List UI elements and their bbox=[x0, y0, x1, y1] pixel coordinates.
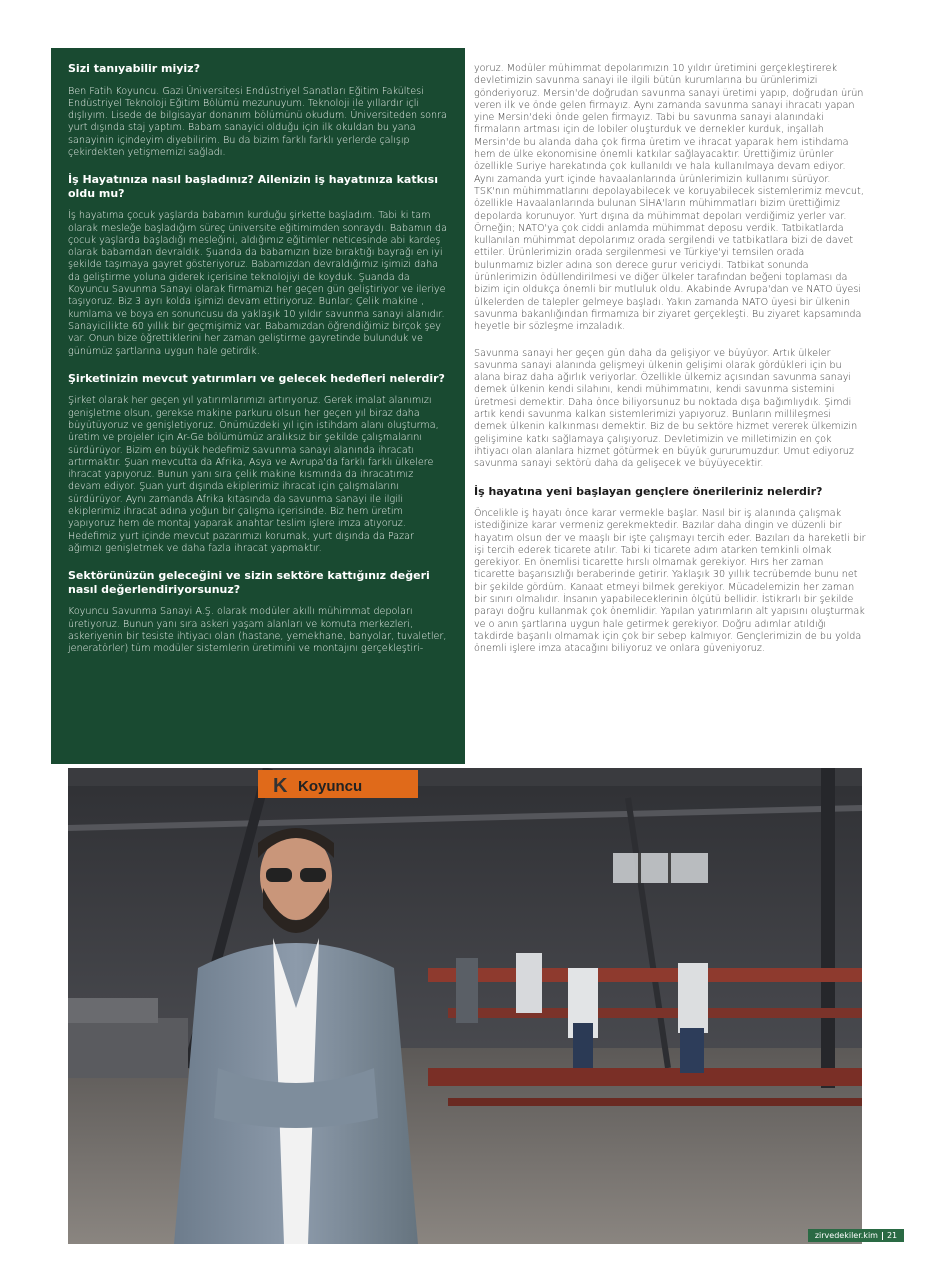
footer-site: zirvedekiler.kim bbox=[814, 1231, 878, 1240]
question-heading: İş Hayatınıza nasıl başladınız? Ailenizin iş hayatınıza katkısı oldu mu? bbox=[68, 173, 438, 200]
question-heading: Sizi tanıyabilir miyiz? bbox=[68, 62, 200, 75]
factory-portrait-photo bbox=[68, 768, 862, 1244]
question-heading: İş hayatına yeni başlayan gençlere önerileriniz nelerdir? bbox=[474, 484, 823, 498]
interview-green-box bbox=[51, 48, 465, 764]
question-heading: Şirketinizin mevcut yatırımları ve gelecek hedefleri nelerdir? bbox=[68, 371, 445, 385]
interview-right-column bbox=[474, 63, 866, 670]
crane-logo-mark: K bbox=[273, 775, 288, 797]
page-footer bbox=[808, 1229, 904, 1242]
answer-paragraph: Ben Fatih Koyuncu. Gazi Üniversitesi Endüstriyel Sanatları Eğitim Fakültesi Endüstriyel Teknoloji Eğitim Bölümü mezunuyum. Teknoloji ile yıllardır içli dışlıyım. Lisede de bilgisayar donanım bölümünü okudum. Üniversiteden sonra yurt dışında staj yaptım. Babam sanayici olduğu için ilk okuldan bu yana sanayinin içindeyim diyebilirim. Bu da bizim farklı farklı yerlerde çalışıp çekirdekten yetişmemizi sağladı. bbox=[68, 85, 447, 158]
footer-divider bbox=[882, 1232, 883, 1240]
answer-paragraph: Öncelikle iş hayatı önce karar vermekle başlar. Nasıl bir iş alanında çalışmak istediğinize karar vermeniz gerekmektedir. Bazılar daha dingin ve düzenli bir hayatım olsun der ve maaşlı bir işte çalışmayı tercih eder. Bazıları da hareketli bir işi tercih ederek ticarete atılır. Tabi ki ticarete adım atarken temkinli olmak gerekiyor. En önemlisi ticarette hırslı olmamak gerekiyor. Hırs her zaman ticarette başarısızlığı beraberinde getirir. Yaklaşık 30 yıllık tecrübemde bunu net bir şekilde gördüm. Kanaat etmeyi bilmek gerekiyor. Mücadelemizin her zaman bir sınırı olmalıdır. İnsanın yapabileceklerinin ölçütü bellidir. İstikrarlı bir şekilde parayı doğru kullanmak çok önemlidir. Yapılan yatırımların alt yapısını oluşturmak ve o anın şartlarına uygun hale getirmek gerekiyor. Doğru adımlar atıldığı takdirde başarılı olmamak için çok bir sebep kalmıyor. Gençlerimizin de bu yolda önemli işlere imza atacağını biliyoruz ve onlara güveniyoruz. bbox=[474, 508, 866, 655]
crane-sign-text: Koyuncu bbox=[298, 778, 363, 795]
page-number: 21 bbox=[886, 1231, 898, 1240]
answer-paragraph: yoruz. Modüler mühimmat depolarımızın 10 yıldır üretimini gerçekleştirerek devletimizin savunma sanayi ile ilgili bütün kurumlarına bu ürünlerimizi gönderiyoruz. Mersin'de doğrudan savunma sanayi üretimi yapıp, doğrudan ürün veren ilk ve önde gelen firmayız. Aynı zamanda savunma sanayi ihracatı yapan yine Mersin'deki önde gelen firmayız. Tabi bu savunma sanayi alanındaki firmaların artması için de lobiler oluşturduk ve dernekler kurduk, inşallah Mersin'de bu alanda daha çok firma üretim ve ihracat yaparak hem istihdama hem de ülke ekonomisine önemli katkılar sağlayacaktır. Ürettiğimiz ürünler özellikle Suriye harekatında çok kullanıldı ve hala kullanılmaya devam ediyor. Aynı zamanda yurt içinde havaalanlarında ürünlerimizin kullanımı sürüyor. TSK'nın mühimmatlarını depolayabilecek ve koruyabilecek sistemlerimiz mevcut, özellikle Havaalanlarında bulunan SİHA'ların mühimmatları bizim ürettiğimiz depolarda korunuyor. Yurt dışına da mühimmat depoları verdiğimiz yerler var. Örneğin; NATO'ya çok ciddi anlamda mühimmat deposu verdik. Tatbikatlarda kullanılan mühimmat depolarımız orada sergilendi ve tatbikatlara bizi de davet ettiler. Ürünlerimizin orada sergilenmesi ve Türkiye'yi temsilen orada bulunmamız bizler adına son derece gurur vericiydi. Tatbikat sonunda ürünlerimizin ödüllendirilmesi ve diğer ülkeler tarafından beğeni toplaması da bizim için oldukça önemli bir mutluluk oldu. Akabinde Avrupa'dan ve NATO üyesi ülkelerden de talepler gelmeye başladı. Yakın zamanda NATO üyesi bir ülkenin savunma bakanlığından firmamıza bir ziyaret gerçekleşti. Bu ziyaret kapsamında heyetle bir sözleşme imzaladık. bbox=[474, 63, 864, 333]
question-heading: Sektörünüzün geleceğini ve sizin sektöre kattığınız değeri nasıl değerlendiriyorsunuz? bbox=[68, 569, 430, 596]
answer-paragraph: Koyuncu Savunma Sanayi A.Ş. olarak modüler akıllı mühimmat depoları üretiyoruz. Bunun yanı sıra askeri yaşam alanları ve komuta merkezleri, askeriyenin bir tesiste ihtiyacı olan (hastane, yemekhane, banyolar, tuvaletler, jeneratörler) tüm modüler sistemlerin üretimini ve montajını gerçekleştiri- bbox=[68, 606, 447, 655]
answer-paragraph: İş hayatıma çocuk yaşlarda babamın kurduğu şirkette başladım. Tabi ki tam olarak mesleğe başladığım süreç üniversite eğitimimden sonraydı. Babamın da çocuk yaşlarda başladığı mesleğini, aldığımız eğitimler neticesinde abi kardeş olarak babamdan devraldık. Şuanda da babamızın bize bıraktığı bayrağı en iyi şekilde taşımaya gayret gösteriyoruz. Babamızdan devraldığımız işimizi daha da geliştirme yoluna giderek içerisine teknolojiyi de koyduk. Şuanda da Koyuncu Savunma Sanayi olarak firmamızı her geçen gün geliştiriyor ve ileriye taşıyoruz. Biz 3 ayrı kolda işimizi devam ettiriyoruz. Bunlar; Çelik makine , kumlama ve boya en sonuncusu da yaklaşık 10 yıldır savunma sanayi alanıdır. Sanayicilikte 60 yıllık bir geçmişimiz var. Babamızdan öğrendiğimiz birçok şey var. Onun bize öğrettiklerini her zaman geliştirme gayretinde bulunduk ve günümüz şartlarına uygun hale getirdik. bbox=[68, 210, 447, 357]
answer-paragraph: Savunma sanayi her geçen gün daha da gelişiyor ve büyüyor. Artık ülkeler savunma sanayi alanında gelişmeyi ülkenin gelişimi olarak gördükleri için bu alana biraz daha ağırlık veriyorlar. Özellikle ülkemiz açısından savunma sanayi demek ülkenin kendi silahını, kendi mühimmatını, kendi savunma sistemini üretmesi demektir. Daha önce biliyorsunuz bu noktada dışa bağımlıydık. Şimdi artık kendi savunma kalkan sistemlerimizi yapıyoruz. Bunların millileşmesi demek ülkenin kalkınması demektir. Biz de bu sektöre hizmet vererek ülkemizin gelişimine katkı sağlamaya çalışıyoruz. Devletimizin ve milletimizin en çok ihtiyacı olan alanlara hizmet götürmek en büyük gururumuzdur. Umut ediyoruz savunma sanayi sektörü daha da gelişecek ve büyüyecektir. bbox=[474, 347, 858, 470]
answer-paragraph: Şirket olarak her geçen yıl yatırımlarımızı artırıyoruz. Gerek imalat alanımızı genişletme olsun, gerekse makine parkuru olsun her geçen yıl biraz daha büyütüyoruz ve genişletiyoruz. Önümüzdeki yıl için istihdam alanı oluşturma, üretim ve projeler için Ar-Ge bölümümüz aralıksız bir şekilde çalışmalarını sürdürüyor. Bizim en büyük hedefimiz savunma sanayi alanında ihracatı artırmaktır. Şuan mevcutta da Afrika, Asya ve Avrupa'da farklı farklı ülkelere ihracat yapıyoruz. Bunun yanı sıra çelik makine kısmında da ihracatımız devam ediyor. Şuan yurt dışında ekiplerimiz ihracat için çalışmalarını sürdürüyor. Aynı zamanda Afrika kıtasında da savunma sanayi ile ilgili ekiplerimiz ihracat adına yoğun bir çalışma içerisinde. Biz hem üretim yapıyoruz hem de montaj yaparak anahtar teslim işlere imza atıyoruz. Hedefimiz yurt içinde mevcut pazarımızı korumak, yurt dışında da Pazar ağımızı genişletmek ve daha fazla ihracat yapmaktır. bbox=[68, 395, 439, 554]
